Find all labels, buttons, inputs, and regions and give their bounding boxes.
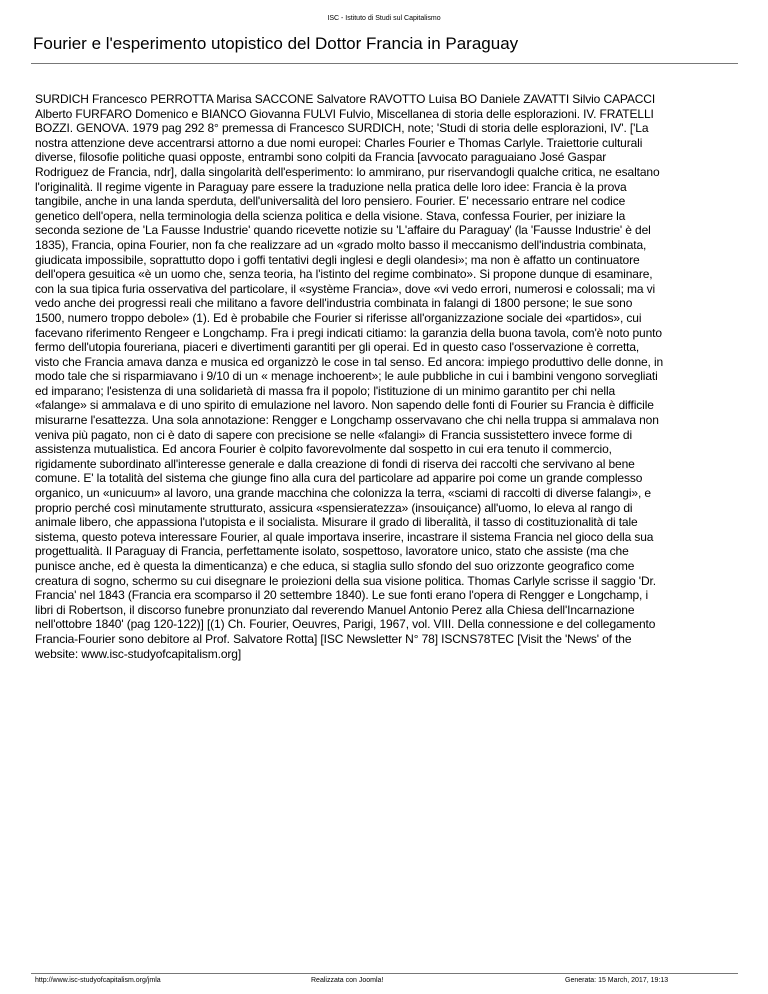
- article-line: progettualità. Il Paraguay di Francia, perfettamente isolato, sospettoso, lavoratore unico, stato che assiste (ma che: [35, 544, 629, 559]
- article-line: creatura di sogno, schermo su cui disegnare le proiezioni della sua visione politica. Thomas Carlyle scrisse il saggio 'Dr.: [35, 573, 656, 588]
- article-line: assistenza mutualistica. Ed ancora Fourier è colpito favorevolmente dal sospetto in cui era tenuto il commercio,: [35, 442, 612, 457]
- article-line: punisce anche, ed è questa la dimenticanza) e che educa, si staglia sullo sfondo del suo orizzonte geografico come: [35, 559, 635, 573]
- article-line: sistema, questo poteva interessare Fourier, al quale importava inserire, incastrare il sistema Francia nel gioco della sua: [35, 529, 654, 544]
- article-line: fermo dell'utopia foureriana, piaceri e divertimenti garantiti per gli operai. Ed in questo caso l'osservazione è corretta,: [35, 340, 640, 355]
- article-line: Francia' nel 1843 (Francia era scomparso il 20 settembre 1840). Le sue fonti erano l'opera di Rengger e Longchamp, i: [35, 588, 649, 603]
- article-line: «falange» si ammalava e di uno spirito di emulazione nel lavoro. Non sapendo delle fonti di Fourier su Francia è difficile: [35, 398, 654, 413]
- article-line: seconda sezione de 'La Fausse Industrie' quando ricevette notizie su 'L'affaire du Paraguay' (la 'Fausse Industrie' è del: [35, 223, 651, 238]
- article-line: con la sua tipica furia osservativa del particolare, il «système Francia», dove «vi vedo errori, numerosi e colossali; ma vi: [35, 281, 656, 296]
- article-line: tangibile, anche in una landa sperduta, dell'universalità del loro pensiero. Fourier. E' necessario entrare nel codice: [35, 194, 626, 209]
- article-line: 1500, numero troppo debole» (1). Ed è probabile che Fourier si riferisse all'organizzazione sociale dei «partidos», cui: [35, 310, 642, 325]
- footer-generated-date: Generata: 15 March, 2017, 19:13: [565, 977, 669, 984]
- article-line: Alberto FURFARO Domenico e BIANCO Giovanna FULVI Fulvio, Miscellanea di storia delle esplorazioni. IV. FRATELLI: [35, 106, 654, 121]
- article-line: nell'ottobre 1840' (pag 120-122)] [(1) Ch. Fourier, Oeuvres, Parigi, 1967, vol. VIII. Della connessione e del collegamento: [35, 617, 656, 632]
- article-line: facevano riferimento Rengeer e Longchamp. Fra i pregi indicati citiamo: la garanzia della buona tavola, com'è noto punto: [35, 325, 662, 340]
- article-line: l'originalità. Il regime vigente in Paraguay pare essere la traduzione nella pratica delle loro idee: Francia è la prova: [35, 179, 627, 194]
- article-line: BOZZI. GENOVA. 1979 pag 292 8° premessa di Francesco SURDICH, note; 'Studi di storia delle esplorazioni, IV'. ['La: [35, 121, 649, 136]
- article-line: dell'opera gesuitica «è un uomo che, senza teoria, ha l'istinto del regime combinato». Si propone dunque di esaminare,: [35, 267, 653, 282]
- footer-credit: Realizzata con Joomla!: [311, 977, 384, 984]
- article-line: Francia-Fourier sono debitore al Prof. Salvatore Rotta] [ISC Newsletter N° 78] ISCNS78TEC [Visit the 'News' of the: [35, 631, 632, 646]
- article-line: modo tale che si risparmiavano i 9/10 di un « menage inchoerent»; le aule pubbliche in cui i bambini vengono sorvegliati: [35, 369, 658, 384]
- article-line: website: www.isc-studyofcapitalism.org]: [35, 646, 242, 661]
- article-line: vedo anche dei progressi reali che militano a favore dell'industria combinata in falangi di 1800 persone; le sue sono: [35, 296, 633, 311]
- article-body: [35, 92, 733, 661]
- title-divider: [31, 63, 738, 64]
- article-line: giudicata impossibile, soprattutto dopo i goffi tentativi degli inglesi e degli olandesi»; ma non è affatto un continuatore: [35, 252, 640, 267]
- article-line: 1835), Francia, opina Fourier, non fa che realizzare ad un «grado molto basso il meccanismo dell'industria combinata,: [35, 237, 647, 252]
- article-line: SURDICH Francesco PERROTTA Marisa SACCONE Salvatore RAVOTTO Luisa BO Daniele ZAVATTI Silvio CAPACCI: [35, 92, 656, 106]
- article-line: rigidamente subordinato all'interesse generale e dalla creazione di fondi di riserva dei raccolti che servivano al bene: [35, 456, 635, 471]
- article-line: nostra attenzione deve accentrarsi attorno a due nomi europei: Charles Fourier e Thomas Carlyle. Traiettorie culturali: [35, 135, 643, 150]
- page-title: Fourier e l'esperimento utopistico del Dottor Francia in Paraguay: [33, 34, 519, 53]
- article-line: organico, un «unicuum» al lavoro, una grande macchina che colonizza la terra, «sciami di raccolti di diverse falangi», e: [35, 486, 651, 501]
- article-line: Rodriguez de Francia, ndr], dalla singolarità dell'esperimento: lo ammirano, pur riservandogli qualche critica, ne esaltano: [35, 164, 660, 179]
- article-line: ed imparano; l'esistenza di una solidarietà di massa fra il popolo; l'istituzione di un minimo garantito per chi nella: [35, 383, 616, 398]
- article-line: comune. E' la totalità del sistema che giunge fino alla cura del particolare ad apparire poi come un grande complesso: [35, 471, 643, 486]
- article-line: proprio perché così minutamente strutturato, assicura «spensieratezza» (insouiçance) all'uomo, lo eleva al rango di: [35, 500, 633, 515]
- article-line: diverse, filosofie politiche quasi opposte, entrambi sono colpiti da Francia [avvocato paraguaiano José Gaspar: [35, 150, 607, 165]
- site-header: ISC - Istituto di Studi sul Capitalismo: [327, 15, 441, 22]
- footer-url: http://www.isc-studyofcapitalism.org/jmla: [35, 977, 161, 984]
- article-line: animale libero, che appassiona l'utopista e il socialista. Misurare il grado di liberalità, il tasso di costituzionalità di tale: [35, 515, 638, 530]
- footer-divider: [31, 973, 738, 974]
- article-line: libri di Robertson, il discorso funebre pronunziato dal reverendo Manuel Antonio Perez alla Chiesa dell'Incarnazione: [35, 602, 635, 617]
- article-line: misurarne l'esattezza. Una sola annotazione: Rengger e Longchamp osservavano che chi nella truppa si ammalava non: [35, 413, 659, 428]
- article-line: veniva più pagato, non ci è dato di sapere con precisione se nelle «falangi» di Francia sussistettero invece forme di: [35, 427, 632, 442]
- article-line: visto che Francia amava danza e musica ed organizzò le cose in tal senso. Ed ancora: impiego produttivo delle donne, in: [35, 354, 664, 369]
- article-line: genetico dell'opera, nella terminologia della scienza politica e della visione. Stava, confessa Fourier, per iniziare la: [35, 208, 626, 223]
